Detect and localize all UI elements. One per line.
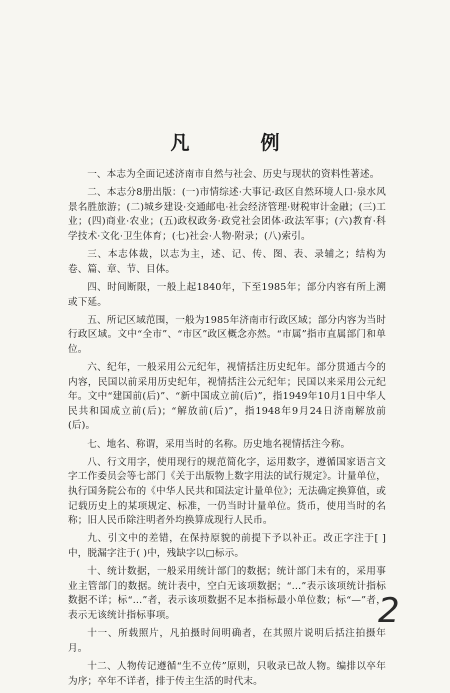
guideline-item-5: 五、所记区域范围，一般为1985年济南市行政区域；部分内容为当时行政区域。文中“全市”、“市区”政区概念亦然。“市属”指市直属部门和单位。 [68,314,386,355]
guideline-item-3: 三、本志体裁，以志为主，述、记、传、图、表、录辅之；结构为卷、篇、章、节、目体。 [68,249,386,275]
page-number: 2 [378,591,400,631]
page-title: 凡 例 [170,132,306,154]
guideline-item-8: 八、行文用字，使用现行的规范简化字，运用数字，遵循国家语言文字工作委员会等七部门《关于出版物上数字用法的试行规定》。计量单位，执行国务院公布的《中华人民共和国法定计量单位》；无法确定换算值，或记载历史上的某项规定、标准，一仍当时计量单位。货币，使用当时的名称；旧人民币除注明者外均换算成现行人民币。 [68,456,386,527]
guideline-item-12: 十二、人物传记遵循“生不立传”原则，只收录已故人物。编排以卒年为序；卒年不详者，排于传主生活的时代末。 [68,660,386,687]
guideline-item-10: 十、统计数据，一般采用统计部门的数据；统计部门未有的，采用事业主管部门的数据。统计表中，空白无该项数据；“…”表示该项统计指标数据不详；标“…”者，表示该项数据不足本指标最小单位数；标“—”者，表示无该统计指标事项。 [68,566,386,621]
guideline-item-4: 四、时间断限，一般上起1840年，下至1985年；部分内容有所上溯或下延。 [68,281,386,308]
guideline-item-1: 一、本志为全面记述济南市自然与社会、历史与现状的资料性著述。 [87,169,380,180]
guideline-item-11: 十一、所载照片，凡拍摄时间明确者，在其照片说明后括注拍摄年月。 [68,628,386,654]
guideline-item-2: 二、本志分8册出版：(一)市情综述·大事记·政区自然环境人口·泉水风景名胜旅游；(二)城乡建设·交通邮电·社会经济管理·财税审计金融；(三)工业；(四)商业·农业；(五)政权政务·政党社会团体·政法军事；(六)教育·科学技术·文化·卫生体育；(七)社会·人物·附录；(八)索引。 [68,187,386,242]
guideline-item-9: 九、引文中的差错，在保持原貌的前提下予以补正。改正字注于[ ]中，脱漏字注于( )中，残缺字以□标示。 [68,533,386,559]
guideline-item-7: 七、地名、称谓，采用当时的名称。历史地名视情括注今称。 [87,438,351,450]
guidelines-body [68,168,386,693]
guideline-item-6: 六、纪年，一般采用公元纪年，视情括注历史纪年。部分贯通古今的内容，民国以前采用历史纪年，视情括注公元纪年；民国以来采用公元纪年。文中“建国前(后)”、“新中国成立前(后)”，指1949年10月1日中华人民共和国成立前(后)；“解放前(后)”，指1948年9月24日济南解放前(后)。 [68,362,386,432]
